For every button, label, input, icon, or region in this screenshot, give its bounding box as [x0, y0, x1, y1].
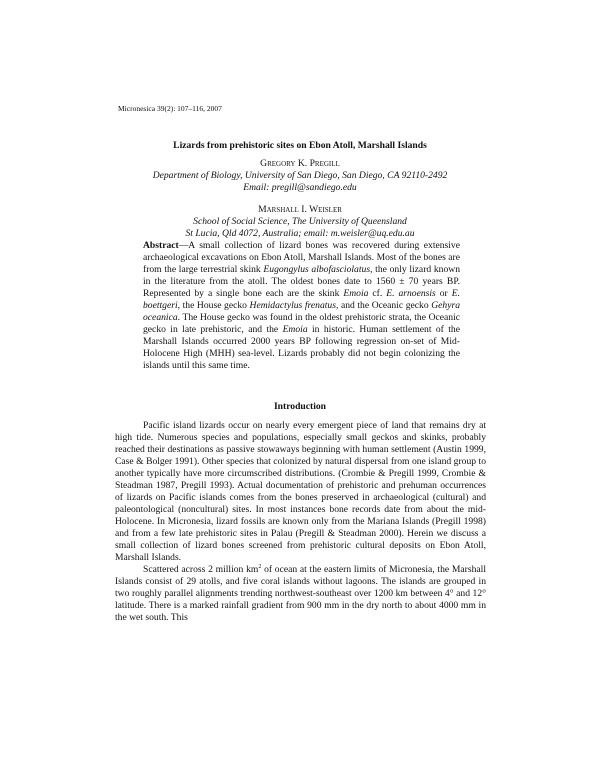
author-1-affiliation — [0, 170, 600, 194]
author-1-name — [0, 158, 600, 169]
introduction-body — [115, 420, 486, 624]
abstract-text: . The House gecko was found in the oldest prehistoric strata, the Oceanic gecko in late prehistoric, and the — [143, 312, 460, 335]
author-2-affiliation-line: School of Social Science, The University of Queensland — [193, 216, 407, 227]
abstract-text: in historic. Human settlement of the Marshall Islands occurred 2000 years BP following regression on-set of Mid-Holocene High (MHH) sea-level. Lizards probably did not begin colonizing the islands until this same time. — [143, 324, 460, 371]
author-2-affiliation — [0, 216, 600, 240]
paper-title: Lizards from prehistoric sites on Ebon Atoll, Marshall Islands — [173, 140, 427, 151]
abstract-text: cf. — [368, 288, 387, 299]
species-name: Emoia — [282, 324, 308, 335]
abstract-text: , the House gecko — [177, 300, 250, 311]
paragraph: Pacific island lizards occur on nearly every emergent piece of land that remains dry at high tide. Numerous species and populations, especially small geckos and skinks, probably reached their destinations as passive stowaways beginning with human settlement (Austin 1999, Case & Bolger 1991). Other species that colonized by natural dispersal from one island group to another typically have more circumscribed distributions. (Crombie & Pregill 1999, Crombie & Steadman 1987, Pregill 1993). Actual documentation of prehistoric and prehuman occurrences of lizards on Pacific islands comes from the bones preserved in archaeological (cultural) and paleontological (noncultural) sites. In most instances bone records date from about the mid-Holocene. In Micronesia, lizard fossils are known only from the Mariana Islands (Pregill 1998) and from a few late prehistoric sites in Palau (Pregill & Steadman 2000). Herein we discuss a small collection of lizard bones screened from prehistoric cultural deposits on Ebon Atoll, Marshall Islands. — [115, 420, 486, 563]
section-heading-introduction: Introduction — [273, 401, 327, 412]
species-name: Gehyra oceanica — [143, 300, 460, 323]
paragraph — [115, 564, 486, 624]
abstract-label: Abstract — [143, 240, 179, 251]
author-2-name-text: Marshall I. Weisler — [258, 204, 342, 215]
paragraph-text: of ocean at the eastern limits of Micronesia, the Marshall Islands consist of 29 atolls, and five coral islands without lagoons. The islands are grouped in two roughly parallel alignments trending northwest-southeast over 1200 km between 4° and 12° latitude. There is a marked rainfall gradient from 900 mm in the dry north to about 4000 mm in the wet south. This — [115, 564, 486, 623]
author-1-email: Email: pregill@sandiego.edu — [243, 182, 357, 193]
paragraph-text: Scattered across 2 million km — [143, 564, 259, 575]
abstract-text: , and the Oceanic gecko — [335, 300, 432, 311]
author-1-affiliation-line: Department of Biology, University of San Diego, San Diego, CA 92110-2492 — [152, 170, 448, 181]
species-name: Hemidactylus frenatus — [249, 300, 336, 311]
author-2-name — [0, 204, 600, 215]
superscript: 2 — [258, 563, 262, 570]
abstract-text: , the only lizard known in the literature from the atoll. The oldest bones date to 1560 ± 70 years BP. Represented by a single bone each are the skink — [143, 264, 460, 299]
journal-reference: Micronesica 39(2): 107–116, 2007 — [118, 104, 222, 113]
abstract — [143, 240, 460, 372]
author-1-name-text: Gregory K. Pregill — [260, 158, 340, 169]
abstract-text: or — [435, 288, 452, 299]
abstract-text: —A small collection of lizard bones was recovered during extensive archaeological excavations on Ebon Atoll, Marshall Islands. Most of the bones are from the large terrestrial skink — [143, 240, 460, 275]
species-name: E. arnoensis — [386, 288, 436, 299]
species-name: Emoia — [343, 288, 369, 299]
species-name: E. boettgeri — [143, 288, 460, 311]
species-name: Eugongylus albofasciolatus — [263, 264, 371, 275]
author-2-email: St Lucia, Qld 4072, Australia; email: m.weisler@uq.edu.au — [185, 228, 415, 239]
